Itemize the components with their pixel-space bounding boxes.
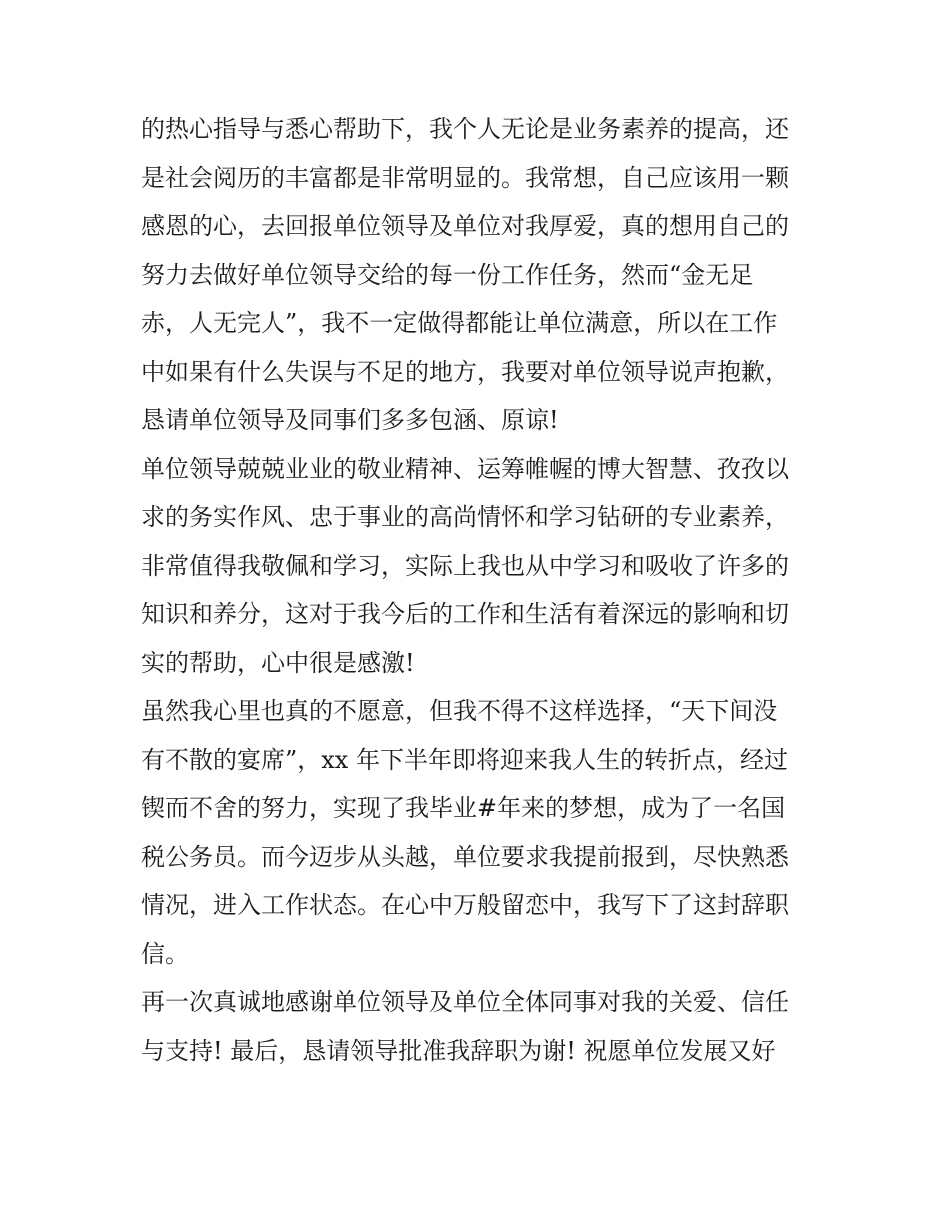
text-line: 实的帮助，心中很是感激! — [141, 648, 415, 677]
text-line: 恳请单位领导及同事们多多包涵、原谅! — [141, 406, 559, 434]
text-line: 中如果有什么失误与不足的地方，我要对单位领导说声抱歉， — [141, 357, 789, 386]
text-line: 有不散的宴席”，xx 年下半年即将迎来我人生的转折点，经过 — [141, 745, 788, 774]
text-line: 努力去做好单位领导交给的每一份工作任务，然而“金无足 — [141, 260, 754, 289]
text-line: 知识和养分，这对于我今后的工作和生活有着深远的影响和切 — [141, 600, 789, 628]
text-line: 与支持! 最后，恳请领导批准我辞职为谢! 祝愿单位发展又好 — [141, 1036, 776, 1065]
text-line: 锲而不舍的努力，实现了我毕业#年来的梦想，成为了一名国 — [141, 794, 786, 822]
text-line: 税公务员。而今迈步从头越，单位要求我提前报到，尽快熟悉 — [141, 842, 789, 871]
text-line: 感恩的心，去回报单位领导及单位对我厚爱，真的想用自己的 — [141, 212, 789, 240]
text-line: 非常值得我敬佩和学习，实际上我也从中学习和吸收了许多的 — [141, 551, 789, 580]
text-line: 求的务实作风、忠于事业的高尚情怀和学习钻研的专业素养， — [141, 503, 789, 531]
text-line: 赤，人无完人”，我不一定做得都能让单位满意，所以在工作 — [141, 309, 778, 337]
text-line: 是社会阅历的丰富都是非常明显的。我常想，自己应该用一颗 — [141, 163, 789, 192]
text-line: 的热心指导与悉心帮助下，我个人无论是业务素养的提高，还 — [141, 115, 789, 143]
text-line: 再一次真诚地感谢单位领导及单位全体同事对我的关爱、信任 — [141, 988, 789, 1016]
text-line: 虽然我心里也真的不愿意，但我不得不这样选择，“天下间没 — [141, 697, 778, 725]
text-line: 信。 — [141, 939, 189, 968]
text-line: 单位领导兢兢业业的敬业精神、运筹帷幄的博大智慧、孜孜以 — [141, 454, 789, 483]
text-line: 情况，进入工作状态。在心中万般留恋中，我写下了这封辞职 — [141, 891, 789, 919]
letter-body — [141, 105, 821, 1075]
